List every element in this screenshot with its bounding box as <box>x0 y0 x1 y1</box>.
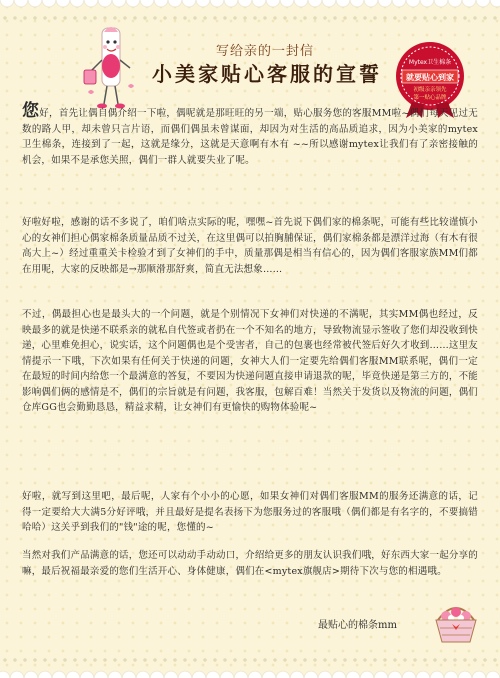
lace-dots-bottom <box>0 656 500 664</box>
lace-dots-top <box>0 14 500 22</box>
cartoon-character-illustration <box>80 22 140 114</box>
letter-paragraph-2: 好啦好啦，感谢的话不多说了，咱们啥点实际的呢，嘿嘿~首先说下偶们家的棉条呢，可能有些比较谨慎小心的女神们担心偶家棉条质量品质不过关，在这里偶可以拍胸脯保证，偶们家棉条都是漂洋过海（有木有很高大上~）经过重重关卡检验才到了女神们的手中，质量那偶是相当有信心的，因为偶们客服家族MM们都在用呢，大家的反映都是→那顺滑那舒爽，简直无法想象…… <box>22 217 478 275</box>
lace-border-bottom <box>0 664 500 678</box>
badge-line2-text: 初级亲亲领先 <box>413 87 447 93</box>
letter-paragraph-5: 当然对我们产品满意的话，您还可以动动手动动口，介绍给更多的朋友认识我们哦，好东西大家一起分享的嘛，最后祝福最亲爱的您们生活开心、身体健康，偶们在<mytex旗舰店>期待下次与您的相遇哦。 <box>22 550 478 577</box>
letter-signature: 最贴心的棉条mm <box>318 620 397 631</box>
badge-slogan-text: 就要贴心到家 <box>406 73 454 82</box>
letter-paragraph-1-text: 好，首先让偶自偶介绍一下啦，偶呢就是那旺旺的另一端，贴心服务您的客服MM啦~偶们每天见过无数的路人甲，却未曾只言片语，而偶们偶虽未曾谋面，却因为对生活的高品质追求，因为小美家的mytex卫生棉条，连接到了一起，这就是缘分，这就是天意啊有木有 ~~所以感谢mytex让我们有了亲密接触的机会，如果不是承您关照，偶们一群人就要失业了呢。 <box>22 108 478 166</box>
letter-paragraph-4: 好啦，就写到这里吧，最后呢，人家有个小小的心愿，如果女神们对偶们客服MM的服务还满意的话，记得一定要给大大满5分好评哦，并且最好是提名表扬下为您服务过的客服哦（偶们都是有名字的，不要搞错哈哈）这关乎到我们的"钱"途的呢，您懂的~ <box>22 491 478 533</box>
letter-paragraph-1 <box>22 101 478 168</box>
badge-brand-text: Mytex卫生棉条 <box>408 59 452 66</box>
letter-paragraph-3: 不过，偶最担心也是最头大的一个问题，就是个别情况下女神们对快递的不满呢，其实MM偶也经过，反映最多的就是快递不联系亲的就私自代签或者扔在一个不知名的地方，导致物流显示签收了您们却没收到快递，心里难免担心，说实话，这个问题偶也是个受害者，自己的包裹也经常被代签后好久才收到……这里友情提示一下哦，下次如果有任何关于快递的问题，女神大人们一定要先给偶们客服MM联系呢，偶们一定在最短的时间内给您一个最满意的答复，不要因为快递问题直接申请退款的呢，毕竟快递是第三方的，不能影响偶们俩的感情是不，偶们的宗旨就是有问题，我客服，包解百难！当然关于发货以及物流的问题，偶们仓库GG也会勤勤恳恳，精益求精，让女神们有更愉快的购物体验呢~ <box>22 309 478 413</box>
flower-basket-illustration <box>430 598 482 646</box>
letter-title: 小美家贴心客服的宣誓 <box>152 62 382 86</box>
letter-dropcap: 您 <box>22 101 40 121</box>
badge-line3-text: 第一贴心品牌 <box>413 95 447 101</box>
lace-border-top <box>0 0 500 14</box>
letter-subtitle: 写给亲的一封信 <box>215 44 314 59</box>
